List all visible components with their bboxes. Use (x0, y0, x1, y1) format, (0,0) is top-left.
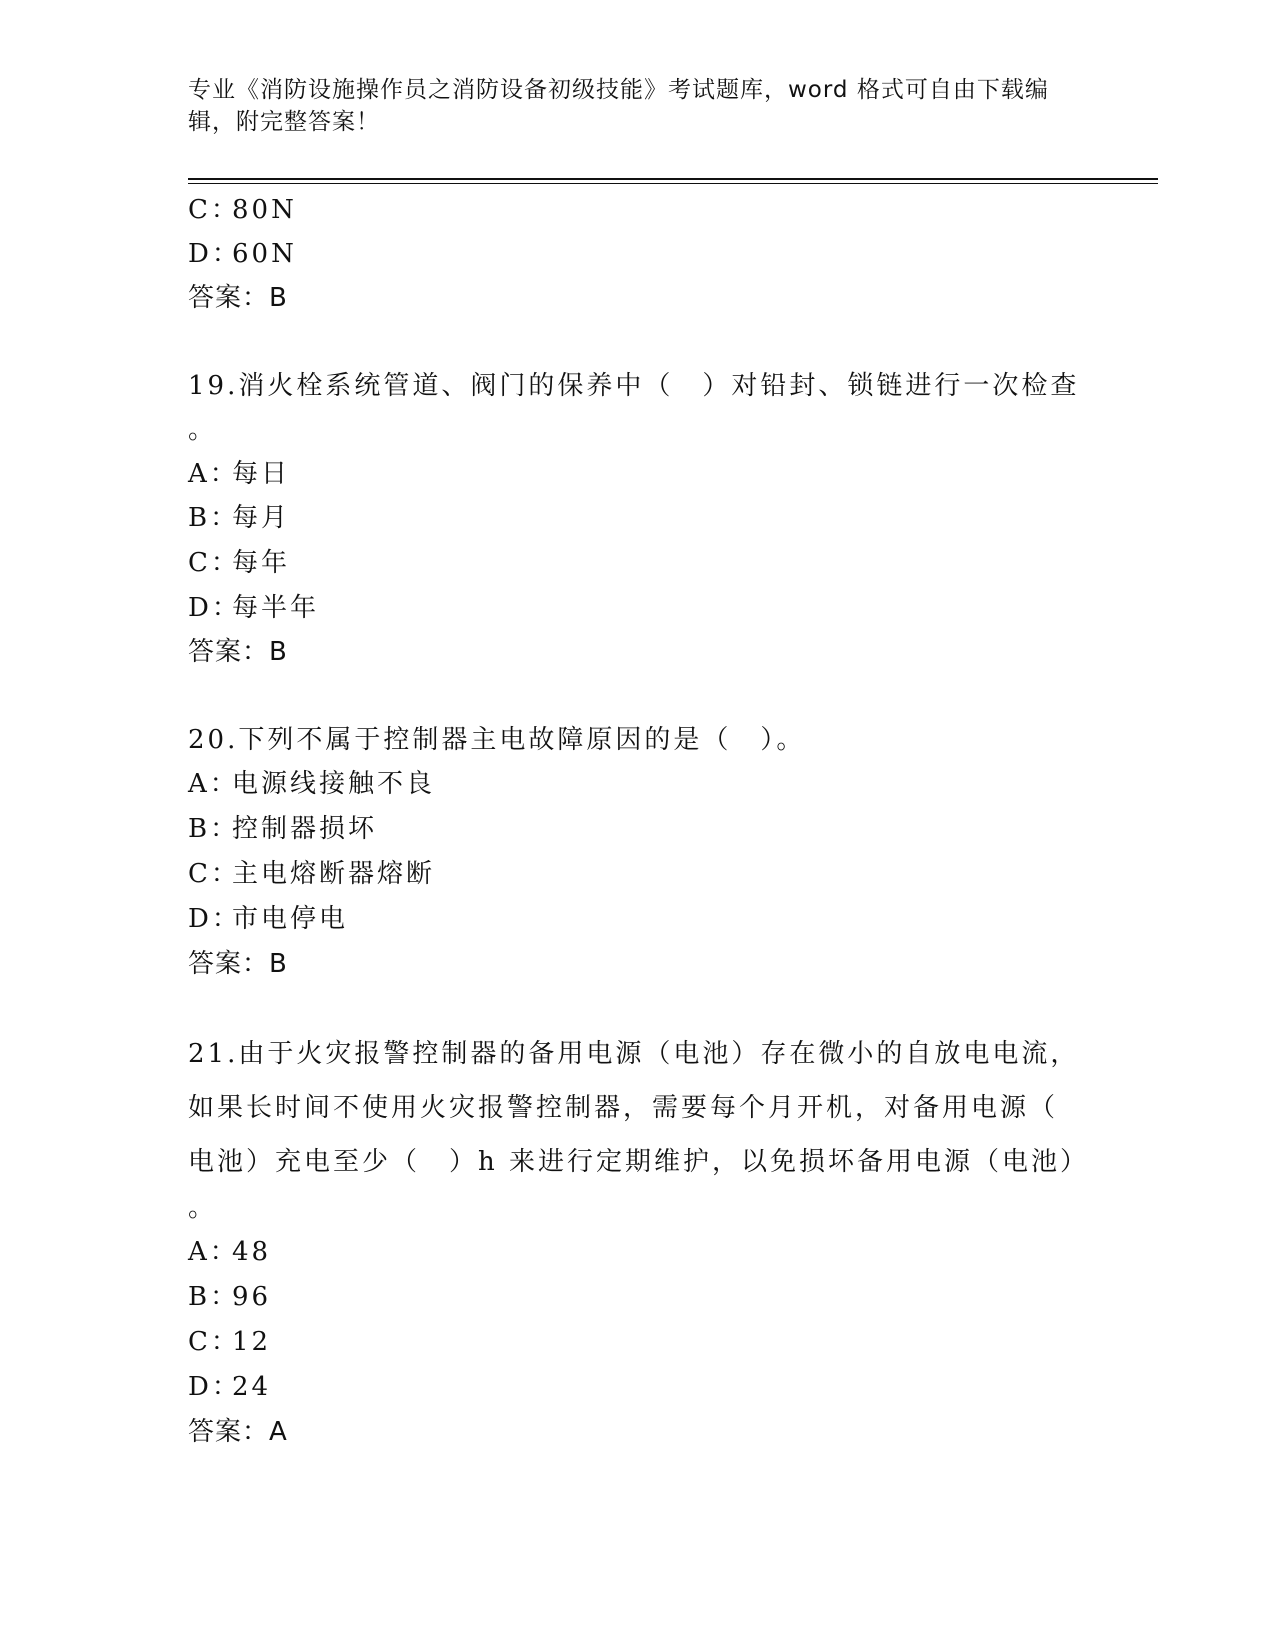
option-key: C： (188, 548, 240, 578)
option-d (188, 590, 319, 626)
question-19-line-2: 。 (188, 415, 218, 445)
answer-line: 答案：B (188, 949, 288, 979)
page-header (188, 74, 1068, 138)
option-key: D： (188, 904, 241, 934)
option-text: 24 (232, 1372, 272, 1402)
option-a (188, 1234, 271, 1270)
option-text: 市电停电 (232, 904, 349, 934)
option-text: 每半年 (232, 593, 320, 623)
option-key: C： (188, 859, 240, 889)
answer-line: 答案：B (188, 637, 288, 667)
option-text: 48 (232, 1237, 272, 1267)
option-b (188, 1279, 271, 1315)
option-b (188, 811, 377, 847)
option-text: 每年 (232, 548, 291, 578)
option-c (188, 1324, 271, 1360)
option-c (188, 545, 290, 581)
option-d (188, 1369, 271, 1405)
option-key: B： (188, 1282, 240, 1312)
option-b (188, 500, 290, 536)
option-key: D： (188, 239, 241, 269)
header-divider-thin (188, 183, 1158, 184)
option-text: 电源线接触不良 (232, 769, 436, 799)
header-line-2: 辑，附完整答案！ (188, 109, 380, 135)
option-text: 96 (232, 1282, 272, 1312)
question-21-line-4: 。 (188, 1193, 218, 1223)
answer-line: 答案：B (188, 283, 288, 313)
question-19-line-1: 19.消火栓系统管道、阀门的保养中（ ）对铅封、锁链进行一次检查 (188, 371, 1080, 401)
option-key: C： (188, 195, 240, 225)
option-text: 60N (232, 239, 297, 269)
option-text: 主电熔断器熔断 (232, 859, 436, 889)
question-21-line-3: 电池）充电至少（ ）h 来进行定期维护，以免损坏备用电源（电池） (188, 1147, 1090, 1177)
option-key: D： (188, 593, 241, 623)
option-c (188, 192, 297, 228)
question-20-line-1: 20.下列不属于控制器主电故障原因的是（ ）。 (188, 725, 806, 755)
option-text: 每日 (232, 459, 291, 489)
option-key: A： (188, 769, 239, 799)
option-key: A： (188, 1237, 239, 1267)
question-21-line-2: 如果长时间不使用火灾报警控制器，需要每个月开机，对备用电源（ (188, 1093, 1059, 1123)
option-d (188, 901, 348, 937)
header-divider-thick (188, 178, 1158, 180)
option-d (188, 236, 297, 272)
option-key: B： (188, 503, 240, 533)
option-c (188, 856, 435, 892)
option-text: 每月 (232, 503, 291, 533)
option-key: B： (188, 814, 240, 844)
option-text: 控制器损坏 (232, 814, 378, 844)
question-21-line-1: 21.由于火灾报警控制器的备用电源（电池）存在微小的自放电电流， (188, 1039, 1080, 1069)
option-a (188, 456, 290, 492)
header-line-1: 专业《消防设施操作员之消防设备初级技能》考试题库，word 格式可自由下载编 (188, 77, 1049, 103)
option-key: D： (188, 1372, 241, 1402)
option-a (188, 766, 435, 802)
answer-line: 答案：A (188, 1417, 288, 1447)
option-key: C： (188, 1327, 240, 1357)
option-key: A： (188, 459, 239, 489)
option-text: 12 (232, 1327, 272, 1357)
option-text: 80N (232, 195, 297, 225)
